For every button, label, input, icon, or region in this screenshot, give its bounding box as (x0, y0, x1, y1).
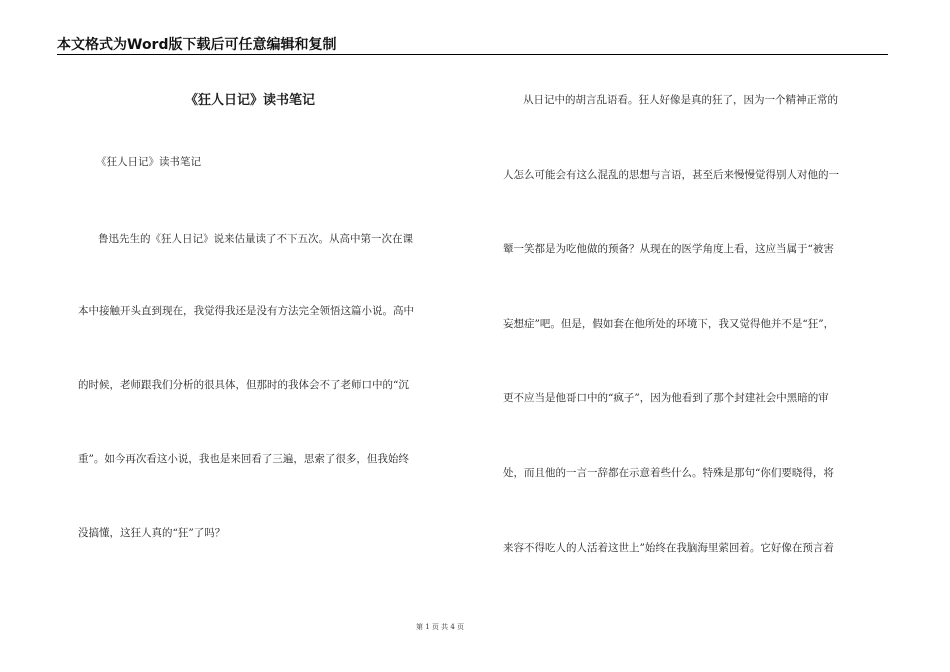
left-column-line: 鲁迅先生的《狂人日记》说来估量读了不下五次。从高中第一次在课 (98, 233, 413, 245)
right-column-line: 处，而且他的一言一辞都在示意着些什么。特殊是那句“你们要晓得，将 (503, 467, 834, 479)
header-divider (57, 54, 888, 55)
right-column-line: 妄想症”吧。但是，假如套在他所处的环境下，我又觉得他并不是“狂”， (503, 318, 835, 330)
left-column-line: 重”。如今再次看这小说，我也是来回看了三遍，思索了很多，但我始终 (78, 453, 409, 465)
right-column-line: 人怎么可能会有这么混乱的思想与言语，甚至后来慢慢觉得别人对他的一 (503, 169, 839, 181)
page-number-footer: 第 1 页 共 4 页 (415, 623, 465, 631)
header-text: 本文格式为Word版下载后可任意编辑和复制 (57, 37, 337, 53)
page-header (57, 36, 888, 56)
document-title: 《狂人日记》读书笔记 (184, 93, 315, 108)
left-column-line: 《狂人日记》读书笔记 (96, 156, 201, 168)
right-column-line: 颦一笑都是为吃他做的预备？从现在的医学角度上看，这应当属于“被害 (503, 243, 834, 255)
left-column-line: 的时候，老师跟我们分析的很具体，但那时的我体会不了老师口中的“沉 (78, 379, 409, 391)
right-column-line: 更不应当是他哥口中的“疯子”，因为他看到了那个封建社会中黑暗的审 (503, 392, 829, 404)
left-column-line: 没搞懂，这狂人真的“狂”了吗？ (78, 527, 226, 539)
right-column-line: 从日记中的胡言乱语看。狂人好像是真的狂了，因为一个精神正常的 (523, 94, 838, 106)
left-column-line: 本中接触开头直到现在，我觉得我还是没有方法完全领悟这篇小说。高中 (78, 305, 414, 317)
right-column-line: 来容不得吃人的人活着这世上”始终在我脑海里萦回着。它好像在预言着 (503, 542, 834, 554)
